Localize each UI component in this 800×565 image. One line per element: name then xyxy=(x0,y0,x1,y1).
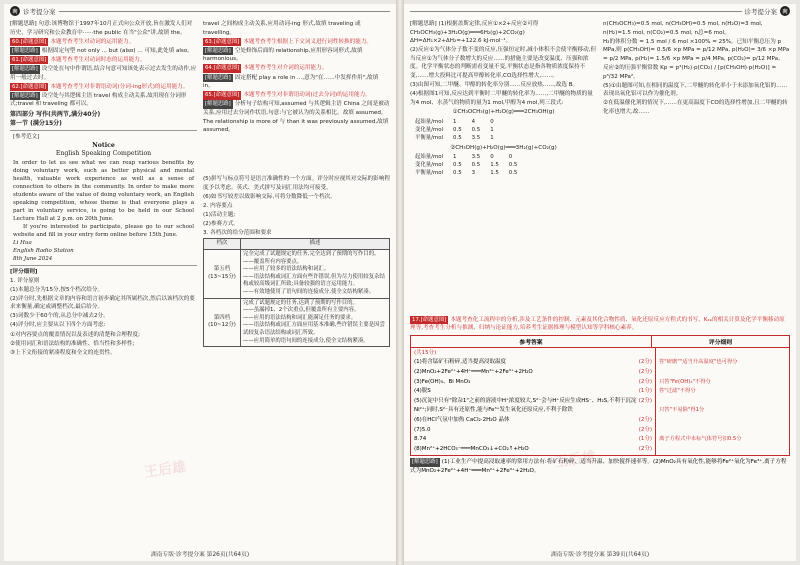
note-item xyxy=(203,74,390,91)
note-text: 空处修饰后面的 relationship,应用形容词形式,故填 harmonious。 xyxy=(203,47,363,63)
table-cell: 0.5 xyxy=(453,162,462,169)
left-footer: 湖南专版·诊考提分案 第26页(共64页) xyxy=(150,552,250,558)
answer-line xyxy=(414,445,652,455)
desc-cell xyxy=(241,249,390,298)
desc-line: ——应用了较多的语法结构和词汇。 xyxy=(243,266,330,273)
table-cell: 0.5 xyxy=(453,134,462,141)
detail-line: 离子方程式中未标气体符号扣0.5分 xyxy=(659,436,742,443)
note-text: 设空处与其逻辑主语 travel 构成主动关系,故用现在分词形式;travel 和 traveling 都可以。 xyxy=(10,92,187,108)
detail-header: 评分细则 xyxy=(708,339,733,346)
answer-line xyxy=(414,435,652,445)
solution-notes xyxy=(410,20,597,107)
detail-line xyxy=(659,397,786,407)
answer-line xyxy=(414,387,652,397)
note-item xyxy=(10,65,197,82)
note-text: 设空处在句中作谓语,结合句意可知该处表示过去发生的动作,应用一般过去时。 xyxy=(10,65,197,81)
left-header-title: 诊考提分案 xyxy=(23,7,56,16)
grading-line: ②使用词汇和语法结构的准确性、恰当性和多样性; xyxy=(10,340,135,347)
table-row xyxy=(410,134,499,142)
left-col-2 xyxy=(203,20,390,358)
note-tag: [解题思路] xyxy=(205,47,231,54)
answer-points: (2分) xyxy=(638,426,652,433)
solution-line: (3)由图可知,二甲醚、甲醇的转化率分别……反应放热……,故选 B。 xyxy=(410,82,579,89)
note-item xyxy=(10,20,197,37)
detail-column xyxy=(656,348,789,456)
score-band-table xyxy=(203,238,390,347)
grading-line: 2. 内容要点 xyxy=(203,203,233,209)
note-item xyxy=(10,38,197,47)
answer-text: (5)沉淀中只有"除杂1"之前的溶液中H⁺浓度较大,S²⁻会与H⁺反应生成HS⁻、H₂S,不利于沉淀 Ni²⁺;同时,S²⁻具有还原性,能与Fe³⁺发生氧化还原反应,不利于除铁 xyxy=(414,397,637,414)
solution-line: 反应②的压强平衡常数 Kp = p³(H₂)·p(CO₂) / [p(CH₃OH)·p(H₂O)] = p³/32 MPa²。 xyxy=(603,64,777,80)
table-header-desc: 描述 xyxy=(241,239,390,250)
section-title: 第四部分 写作(共两节,满分40分) xyxy=(10,110,101,118)
table-cell: 0 xyxy=(490,118,494,125)
note-text: 本题考查考生根据上下文词义进行词性转换的能力。 xyxy=(243,38,373,45)
note-item xyxy=(203,91,390,100)
table-row xyxy=(410,118,499,126)
answer-line xyxy=(414,416,652,426)
grading-line: 1. 评分原则 xyxy=(10,277,40,284)
subsection-title: 第一节 (满分15分) xyxy=(10,119,62,127)
table-cell: 3.5 xyxy=(471,134,481,141)
right-header-title: 诊考提分案 xyxy=(744,7,777,16)
solution-line: (4)根据图1可知,反应达到平衡时二甲醚的转化率为……,二甲醚的物质的量为4 mol、水蒸气的物质的量为1 mol,甲醇为4 mol,列三段式: xyxy=(410,91,593,106)
ref-label: [参考范文] xyxy=(13,134,40,141)
band-cell: 第四档 (10~12分) xyxy=(204,298,241,347)
detail-line: 只答"不易除"得1分 xyxy=(659,407,705,414)
grading-line: (2)参赛方式。 xyxy=(203,221,239,228)
essay-signature: Li Hua xyxy=(13,239,32,246)
triple-line-table-1 xyxy=(410,118,499,142)
answer-points: (2分) xyxy=(638,445,652,452)
table-cell: 起始量/mol xyxy=(415,118,444,125)
triple-line-2-label: ②CH₃OH(g)+H₂O(g)═══3H₂(g)+CO₂(g) xyxy=(450,144,557,151)
table-row xyxy=(410,169,522,177)
desc-line: 完全完成了试题规定的任务,完全达到了预期的写作目的。 xyxy=(243,250,380,257)
note-item xyxy=(10,56,197,65)
table-cell: 平衡量/mol xyxy=(415,134,444,141)
table-cell: 1 xyxy=(490,126,494,133)
desc-cell xyxy=(241,298,390,347)
essay-subtitle: English Speaking Competition xyxy=(55,150,152,158)
q17-tag: 17.[命题意图] xyxy=(412,317,447,323)
table-cell: 0.5 xyxy=(471,162,481,169)
note-tag: [解题思路] xyxy=(12,65,38,72)
note-text: [解题思路] 句意:该博物馆于1997年10月正式向公众开放,旨在激发人们对历史、学习研究和公众教育中······the public 在当"公众"讲,故填 the。 xyxy=(10,21,193,36)
bottom-text: (1)工业生产中提高浸取速率的常用方法有:将矿石粉碎、适当升温、加快搅拌速率等。(2)MnO₂具有氧化性,能够将Fe²⁺氧化为Fe³⁺,离子方程式为MnO₂+2Fe²⁺+4H⁺═══Mn²⁺+2Fe³⁺+2H₂O。 xyxy=(410,459,787,474)
table-header-band: 档次 xyxy=(204,239,241,250)
answer-points: (1分) xyxy=(638,436,652,443)
desc-line: ——应用简单的语句间的连接成分,使全文结构紧凑。 xyxy=(243,337,369,344)
question-17-block xyxy=(410,316,790,476)
note-tag: [解题思路] xyxy=(205,74,231,81)
table-cell: 0.5 xyxy=(453,126,462,133)
table-cell: 起始量/mol xyxy=(415,154,444,161)
note-item xyxy=(10,83,197,92)
detail-line xyxy=(659,416,786,426)
note-tag: [解题思路] xyxy=(205,101,231,108)
band-cell: 第五档 (13~15分) xyxy=(204,249,241,298)
answer-text: (8)Mn²⁺+2HCO₃⁻═══MnCO₃↓+CO₂↑+H₂O xyxy=(414,445,529,452)
note-text: 分析句子结构可知,assumed 与其逻辑主语 China 之间是被动关系,应用过去分词作状语,句意:与它被认为的关系相比。故填 assumed。The relationship is more of 与 than it was previously assumed,故填 assumed。 xyxy=(203,101,390,134)
header-rule xyxy=(59,11,391,12)
table-row xyxy=(204,249,390,298)
grading-line: (6)如书写较差以致影响交际,可将分数降低一个档次。 xyxy=(203,193,336,200)
answer-notes-list xyxy=(10,20,197,109)
essay-paragraph-1: In order to let us see what we can reap various benefits by doing voluntary work, such as better physical and mental health, valuable work experience as well as a sense of connection to others in the community. In order to make more students aware of the value of doing voluntary work, an English speaking competition, whose theme is that everyone plays a part in voluntary service, is going to be held in our School Lecture Hall at 2 p.m. on 20th June. xyxy=(13,159,194,222)
answer-text: 8.74 xyxy=(414,436,427,443)
publisher-logo-icon: 向 xyxy=(780,6,790,16)
solution-line: [解题思路] (1)根据盖斯定律,反应①×2+反应②可得 CH₃OCH₃(g)+3H₂O(g)═══6H₂(g)+2CO₂(g) ΔH=ΔH₁×2+ΔH₂=+122.6 kJ·mol⁻¹。 xyxy=(410,21,539,45)
desc-line: ——语法结构或词汇方面应用基本准确,些许错误主要是因尝试较复杂语法结构或词汇所致。 xyxy=(243,322,385,336)
publisher-logo-icon: 向 xyxy=(10,6,20,16)
table-cell: 变化量/mol xyxy=(415,126,444,133)
note-text: 固定搭配 play a role in ...,意为"在……中发挥作用",故填 in。 xyxy=(203,74,379,90)
table-cell: 1 xyxy=(453,118,457,125)
model-essay xyxy=(10,130,197,266)
answer-points: (2分) xyxy=(638,378,652,385)
detail-line: 只答"Fe(OH)₃"不得分 xyxy=(659,378,711,385)
answer-notes-list-2 xyxy=(203,20,390,135)
detail-line xyxy=(659,426,786,436)
grading-rules-cont xyxy=(203,175,390,238)
table-cell: 1.5 xyxy=(490,170,499,177)
essay-title: Notice xyxy=(92,141,115,149)
note-text: 本题考查考生对非谓语动词(分词-ing形式)的运用能力。 xyxy=(50,83,189,90)
solution-line: (2)反应①为气体分子数不变的反应,压强恒定时,减小体积不会使平衡移动,但当反应①为气体分子数增大的反应……的措施主要是改变温度、压强和浓度。化学平衡状态的判断需看变量不变,平衡状态是指各物质浓度保持不变,……增大投料比可提高甲醇转化率,CO选择性增大,……。 xyxy=(410,47,597,80)
desc-line: ——虽漏掉1、2个次重点,但覆盖所有主要内容。 xyxy=(243,307,360,314)
answer-points: (1分) xyxy=(638,388,652,395)
solution-line: ②在低温催化剂的情况下,……在更高温度下CO的选择性增加,且二甲醚的转化率也增大,故…… xyxy=(603,100,788,115)
table-cell: 4 xyxy=(471,118,476,125)
table-cell: 0 xyxy=(490,154,494,161)
note-tag: [解题思路] xyxy=(12,47,38,54)
table-cell: 0.5 xyxy=(508,170,518,177)
right-col-1 xyxy=(410,20,597,179)
left-page xyxy=(4,4,396,561)
q17-intent: 本题考查化工流程中的分析,涉及工艺条件的控制、元素及其化合物性质、氧化还原反应方程式的书写、Kₛₚ的相关计算及化学平衡移动原理等,考查考生分析与推测、归纳与论证能力,培养考生证据推理与模型认知等学科核心素养。 xyxy=(410,317,785,332)
note-text: travel 之间构成主动关系,应用动词-ing 形式,故填 traveling 或 travelling。 xyxy=(203,21,361,36)
grading-line: (3)词数少于60个的,从总分中减去2分。 xyxy=(10,313,109,320)
detail-line: 答"过滤"不得分 xyxy=(659,388,696,395)
grading-line: (5)拼写与标点符号是语言准确性的一个方面。评分时应视其对交际的影响程度予以考虑。英式、美式拼写及词汇用法均可接受。 xyxy=(203,176,390,191)
essay-date: 8th June 2024 xyxy=(13,255,53,262)
note-text: 本题考查考生对动词时态的运用能力。 xyxy=(50,56,146,63)
table-cell: 1.5 xyxy=(490,162,499,169)
answer-line xyxy=(414,368,652,378)
left-header xyxy=(4,4,396,18)
table-cell: 0.5 xyxy=(453,170,462,177)
header-rule xyxy=(410,11,742,12)
answer-text: (4)脱S xyxy=(414,388,431,395)
answer-points: (2分) xyxy=(638,359,652,366)
solution-line: (5)①由题图可知,在相同的温度下,二甲醚的转化率小于未添加氧化铝的……表现出氧化铝可以作为催化剂。 xyxy=(603,82,788,98)
detail-line xyxy=(659,368,786,378)
grading-rules xyxy=(10,277,197,358)
solution-line: H₂的体积分数 = 1.5 mol / 6 mol ×100% = 25%。已知平衡总压为 p MPa,则 p(CH₃OH)= 0.5/6 ×p MPa = p/12 MPa, p(H₂O)= 3/6 ×p MPa = p/2 MPa, p(H₂)= 1.5/6 ×p MPa = p/4 MPa, p(CO₂)= p/12 MPa。 xyxy=(603,38,790,62)
right-footer: 湖南专版·诊考提分案 第39页(共64页) xyxy=(550,552,650,558)
table-cell: 0.5 xyxy=(471,126,481,133)
detail-line: 答"研磨""适当升高温度"也可得分 xyxy=(659,359,738,366)
grading-label: [评分细则] xyxy=(10,268,38,275)
table-cell: 0.5 xyxy=(508,162,518,169)
desc-line: 完成了试题规定的任务,达到了预期的写作目的。 xyxy=(243,299,358,306)
grading-line: (2)评分时,先根据文章的内容和语言初步确定其所属档次,然后以该档次的要求来衡量,确定或调整档次,最后给分。 xyxy=(10,295,195,311)
note-tag: [解题思路] xyxy=(12,92,38,99)
note-item xyxy=(203,64,390,73)
bottom-tag: [解题思路] xyxy=(412,459,438,466)
table-cell: 3 xyxy=(471,170,476,177)
grading-line: (1)活动主题; xyxy=(203,212,236,219)
right-col-2 xyxy=(603,20,790,179)
table-row xyxy=(204,298,390,347)
note-item xyxy=(203,20,390,37)
table-row xyxy=(410,161,522,169)
table-cell: 1 xyxy=(453,154,457,161)
right-page xyxy=(404,4,796,561)
watermark: 王后雄 xyxy=(143,459,188,481)
note-item xyxy=(10,47,197,56)
answer-text: (1)将含锰矿石粉碎,适当提高浸取温度 xyxy=(414,359,507,366)
answer-points: (2分) xyxy=(638,369,652,375)
answer-points: (2分) xyxy=(638,416,652,423)
table-cell: 变化量/mol xyxy=(415,162,444,169)
table-cell: 平衡量/mol xyxy=(415,170,444,177)
desc-line: ——应用的语法结构和词汇能满足任务的要求。 xyxy=(243,314,357,321)
answer-text: (6)在HCl气氛中加热 CaCl₂·2H₂O 晶体 xyxy=(414,416,510,423)
table-row xyxy=(410,153,522,161)
answer-text: (3)Fe(OH)₃、Bi MnO₃ xyxy=(414,378,471,385)
note-text: 本题考查考生对介词的运用能力。 xyxy=(243,65,328,72)
triple-line-table-2 xyxy=(410,153,522,177)
table-cell: 1 xyxy=(490,134,494,141)
note-item xyxy=(10,92,197,109)
answer-header: 参考答案 xyxy=(411,336,652,347)
note-text: 本题考查考生对非谓语动词(过去分词)的运用能力。 xyxy=(243,92,371,99)
note-text: 本题考查考生对动词的运用能力。 xyxy=(50,38,135,45)
answer-text: (2)MnO₂+2Fe²⁺+4H⁺═══Mn²⁺+2Fe³⁺+2H₂O xyxy=(414,369,533,375)
left-col-1 xyxy=(10,20,197,358)
book-gutter xyxy=(396,0,404,565)
answer-box xyxy=(410,335,790,457)
answer-line xyxy=(414,358,652,368)
right-header xyxy=(404,4,796,18)
desc-line: ——覆盖所有内容要点。 xyxy=(243,258,303,265)
note-tag: 62.[命题意图] xyxy=(12,83,47,90)
triple-line-1-label: ①CH₃OCH₃(g)+H₂O(g)═══2CH₃OH(g) xyxy=(452,108,555,115)
solution-notes-2 xyxy=(603,20,790,117)
note-item xyxy=(203,38,390,47)
grading-line: ①对内容要点的覆盖情况以及表述的清楚和合理程度; xyxy=(10,331,140,338)
note-item xyxy=(203,100,390,134)
answer-line xyxy=(414,397,652,416)
table-row xyxy=(410,126,499,134)
note-text: 根据固定句型 not only ... but (also) ... 可知,此处填 also。 xyxy=(41,47,193,54)
solution-line: n(CH₃OCH₃)=0.5 mol, n(CH₃OH)=0.5 mol, n(H₂O)=3 mol, n(H₂)=1.5 mol, n(CO₂)=0.5 mol, n总=6 mol。 xyxy=(603,21,763,36)
desc-line: ——有效地使用了语句间的连接成分,使全文结构紧凑。 xyxy=(243,288,375,295)
answer-line xyxy=(414,378,652,388)
note-item xyxy=(203,47,390,64)
note-tag: 60.[命题意图] xyxy=(12,38,47,45)
essay-signature-org: English Radio Station xyxy=(13,247,74,254)
answer-text: (7)5.0 xyxy=(414,426,431,433)
grading-line: (1)本题总分为15分,按5个档次给分。 xyxy=(10,286,104,293)
grading-line: ③上下文衔接的紧凑程度和全文的连贯性。 xyxy=(10,349,116,356)
answer-column xyxy=(411,348,656,456)
table-cell: 3.5 xyxy=(471,154,481,161)
watermark: 王后雄 xyxy=(553,449,598,471)
essay-paragraph-2: If you're interested to participate, please go to our school website and fill in your entry form online before 15th June. xyxy=(13,223,194,238)
note-tag: 65.[命题意图] xyxy=(205,92,240,99)
grading-line: 3. 各档次的给分范围和要求 xyxy=(203,230,272,237)
note-tag: 61.[命题意图] xyxy=(12,56,47,63)
answer-line xyxy=(414,426,652,436)
desc-line: ——语法结构或词汇方面有些许错误,但为尽力使用较复杂结构或较高级词汇所致;具备较强的语言运用能力。 xyxy=(243,273,385,288)
note-tag: 64.[命题意图] xyxy=(205,65,240,72)
grading-line: (4)评分时,应主要从以下四个方面考虑: xyxy=(10,322,106,329)
table-cell: 0 xyxy=(508,154,513,161)
total-score: (共15分) xyxy=(414,349,437,356)
answer-points: (2分) xyxy=(638,397,652,404)
note-tag: 63.[命题意图] xyxy=(205,38,240,45)
